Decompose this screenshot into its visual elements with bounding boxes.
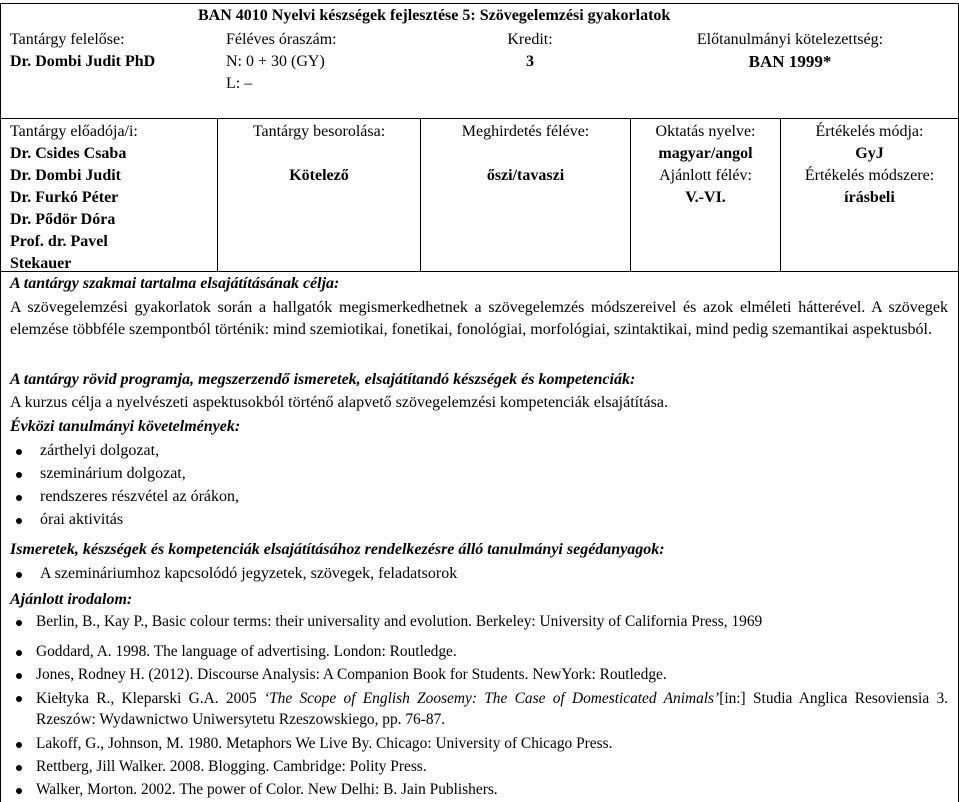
literature-title: ‘The Scope of English Zoosemy: The Case of Domesticated Animals’ [263, 690, 720, 707]
lecturer-item: Dr. Furkó Péter [10, 189, 119, 206]
requirement-item: zárthelyi dolgozat, [40, 442, 160, 459]
bullet-icon [16, 765, 22, 771]
semester-label: Meghirdetés féléve: [461, 123, 590, 140]
bullet-icon [16, 472, 22, 478]
responsible-label: Tantárgy felelőse: [10, 31, 125, 48]
literature-item: Berlin, B., Kay P., Basic colour terms: their universality and evolution. Berkeley: University of California Press, 1969 [36, 613, 763, 630]
classification-label: Tantárgy besorolása: [252, 123, 386, 140]
eval-method-value: írásbeli [844, 189, 895, 206]
table-divider-header [0, 118, 959, 119]
bullet-icon [16, 620, 22, 626]
bullet-icon [16, 788, 22, 794]
hours-label: Féléves óraszám: [226, 31, 337, 48]
bullet-icon [16, 696, 22, 702]
recommended-value: V.-VI. [685, 189, 726, 206]
prereq-value: BAN 1999* [748, 52, 832, 71]
lecturers-label: Tantárgy előadója/i: [10, 123, 138, 140]
requirement-item: órai aktivitás [40, 511, 124, 528]
eval-method-label: Értékelés módszere: [804, 167, 935, 184]
lecturer-item: Dr. Csides Csaba [10, 145, 127, 162]
bullet-icon [16, 572, 22, 578]
lecturer-item: Prof. dr. Pavel [10, 233, 108, 250]
bullet-icon [16, 650, 22, 656]
bullet-icon [16, 673, 22, 679]
literature-item: Lakoff, G., Johnson, M. 1980. Metaphors We Live By. Chicago: University of Chicago Press. [36, 735, 613, 752]
language-value: magyar/angol [658, 145, 753, 162]
bullet-icon [16, 449, 22, 455]
program-heading: A tantárgy rövid programja, megszerzendő ismeretek, elsajátítandó készségek és kompetenciák: [10, 371, 636, 388]
requirement-item: rendszeres részvétel az órákon, [40, 488, 239, 505]
materials-heading: Ismeretek, készségek és kompetenciák elsajátításához rendelkezésre álló tanulmányi segédanyagok: [10, 541, 665, 558]
prereq-label: Előtanulmányi kötelezettség: [696, 31, 884, 48]
literature-item [36, 688, 948, 730]
hours-l: L: – [226, 75, 253, 92]
credit-label: Kredit: [507, 31, 553, 48]
lecturer-item: Dr. Dombi Judit [10, 167, 121, 184]
table-border-left [0, 3, 1, 802]
eval-type-value: GyJ [855, 145, 884, 162]
classification-value: Kötelező [289, 167, 349, 184]
credit-value: 3 [526, 53, 534, 70]
table-border-top [0, 3, 959, 4]
literature-source: [in:] Studia Anglica Resoviensia 3. Rzeszów: Wydawnictwo Uniwersytetu Rzeszowskiego, pp. 76-87. [36, 690, 948, 728]
literature-item: Goddard, A. 1998. The language of advertising. London: Routledge. [36, 643, 457, 660]
literature-heading: Ajánlott irodalom: [10, 591, 133, 608]
requirements-heading: Évközi tanulmányi követelmények: [10, 418, 241, 435]
aim-text: A szövegelemzési gyakorlatok során a hallgatók megismerkedhetnek a szövegelemzés módszereivel és azok elméleti hátterével. A szövegek elemzése többféle szempontból történik: mind szemiotikai, fonetikai, fonológiai, morfológiai, szintaktikai, mind pedig szemantikai aspektusból. [10, 299, 948, 338]
lecturer-item: Stekauer [10, 255, 72, 272]
responsible-name: Dr. Dombi Judit PhD [10, 53, 156, 70]
literature-authors: Kiełtyka R., Kleparski G.A. 2005 [36, 690, 264, 707]
bullet-icon [16, 742, 22, 748]
semester-value: őszi/tavaszi [486, 167, 565, 184]
eval-type-label: Értékelés módja: [815, 123, 924, 140]
program-text: A kurzus célja a nyelvészeti aspektusokból történő alapvető szövegelemzési kompetenciák elsajátítása. [10, 394, 668, 411]
literature-item: Jones, Rodney H. (2012). Discourse Analysis: A Companion Book for Students. NewYork: Routledge. [36, 666, 667, 683]
literature-item: Walker, Morton. 2002. The power of Color. New Delhi: B. Jain Publishers. [36, 781, 498, 798]
materials-item: A szemináriumhoz kapcsolódó jegyzetek, szövegek, feladatsorok [40, 565, 458, 582]
bullet-icon [16, 518, 22, 524]
course-title: BAN 4010 Nyelvi készségek fejlesztése 5: Szövegelemzési gyakorlatok [198, 7, 671, 24]
language-label: Oktatás nyelve: [655, 123, 756, 140]
lecturer-item: Dr. Pődör Dóra [10, 211, 116, 228]
requirement-item: szeminárium dolgozat, [40, 465, 186, 482]
hours-n: N: 0 + 30 (GY) [226, 53, 325, 70]
recommended-label: Ajánlott félév: [659, 167, 752, 184]
bullet-icon [16, 495, 22, 501]
literature-item: Rettberg, Jill Walker. 2008. Blogging. Cambridge: Polity Press. [36, 758, 427, 775]
table-divider-info [0, 271, 959, 272]
aim-heading: A tantárgy szakmai tartalma elsajátításának célja: [10, 275, 340, 292]
